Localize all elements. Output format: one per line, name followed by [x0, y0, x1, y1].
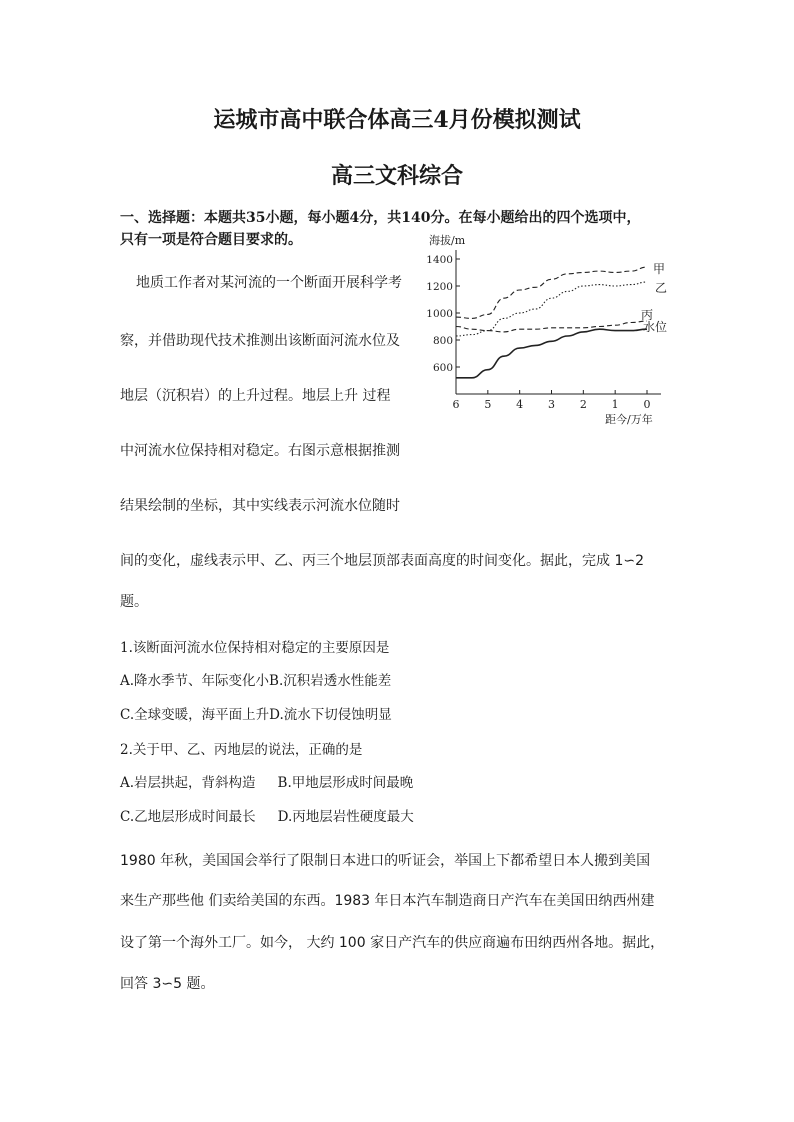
- x-tick-label: 3: [548, 398, 555, 411]
- passage2-line: 来生产那些他 们卖给美国的东西。1983 年日本汽车制造商日产汽车在美国田纳西州建: [120, 893, 655, 909]
- question-1-option-d[interactable]: D.流水下切侵蚀明显: [269, 707, 392, 723]
- passage1-line: 题。: [120, 594, 148, 610]
- y-axis-label: 海拔/m: [429, 234, 466, 247]
- x-tick-label: 5: [484, 398, 492, 411]
- section-instruction-line-2: 只有一项是符合题目要求的。: [120, 232, 302, 248]
- question-2-option-a[interactable]: A.岩层拱起，背斜构造: [120, 775, 256, 791]
- question-1-option-b[interactable]: B.沉积岩透水性能差: [269, 673, 392, 689]
- series-line-甲: [456, 267, 647, 318]
- question-1-option-c[interactable]: C.全球变暖，海平面上升: [120, 707, 270, 723]
- x-tick-label: 1: [611, 398, 619, 411]
- question-1-option-a[interactable]: A.降水季节、年际变化小: [120, 673, 270, 689]
- y-tick-label: 600: [432, 362, 453, 374]
- x-tick-label: 6: [452, 398, 460, 411]
- passage2-line: 1980 年秋，美国国会举行了限制日本进口的听证会，举国上下都希望日本人搬到美国: [120, 853, 651, 869]
- page-subtitle: 高三文科综合: [330, 163, 463, 189]
- passage1-line: 察，并借助现代技术推测出该断面河流水位及: [120, 333, 400, 349]
- passage2-line: 回答 3∽5 题。: [120, 976, 215, 992]
- series-label-水位: 水位: [643, 320, 668, 335]
- x-axis-label: 距今/万年: [605, 413, 653, 426]
- series-label-甲: 甲: [653, 262, 666, 277]
- series-label-丙: 丙: [641, 308, 654, 323]
- passage2-line: 设了第一个海外工厂。如今， 大约 100 家日产汽车的供应商遍布田纳西州各地。据此，: [120, 935, 665, 951]
- y-tick-label: 1400: [426, 254, 453, 266]
- page-title: 运城市高中联合体高三4月份模拟测试: [213, 107, 581, 133]
- x-tick-label: 0: [643, 398, 651, 411]
- x-tick-label: 4: [516, 398, 524, 411]
- x-tick-label: 2: [579, 398, 587, 411]
- passage1-line: 间的变化，虚线表示甲、乙、丙三个地层顶部表面高度的时间变化。据此，完成 1∽2: [120, 553, 644, 569]
- series-line-水位: [456, 329, 647, 378]
- question-1-stem: 1.该断面河流水位保持相对稳定的主要原因是: [120, 640, 390, 656]
- question-1-options-ab: [120, 669, 391, 689]
- y-tick-label: 1000: [426, 308, 453, 320]
- passage1-line: 结果绘制的坐标，其中实线表示河流水位随时: [120, 498, 400, 514]
- question-2-options-cd: [120, 805, 414, 825]
- question-1-options-cd: [120, 703, 392, 723]
- series-label-乙: 乙: [655, 280, 668, 295]
- passage1-line: 中河流水位保持相对稳定。右图示意根据推测: [120, 443, 400, 459]
- question-2-options-ab: [120, 771, 413, 791]
- y-tick-label: 800: [432, 335, 453, 347]
- y-tick-label: 1200: [426, 281, 453, 293]
- question-2-stem: 2.关于甲、乙、丙地层的说法，正确的是: [120, 742, 363, 758]
- section-instruction-line-1: 一、选择题：本题共35小题，每小题4分，共140分。在每小题给出的四个选项中，: [120, 210, 641, 226]
- passage1-line: 地层（沉积岩）的上升过程。地层上升 过程: [120, 388, 391, 404]
- elevation-line-chart: [425, 232, 675, 430]
- question-2-option-c[interactable]: C.乙地层形成时间最长: [120, 809, 256, 825]
- question-2-option-b[interactable]: B.甲地层形成时间最晚: [277, 775, 414, 791]
- question-2-option-d[interactable]: D.丙地层岩性硬度最大: [277, 809, 414, 825]
- passage1-line: 地质工作者对某河流的一个断面开展科学考: [136, 275, 402, 291]
